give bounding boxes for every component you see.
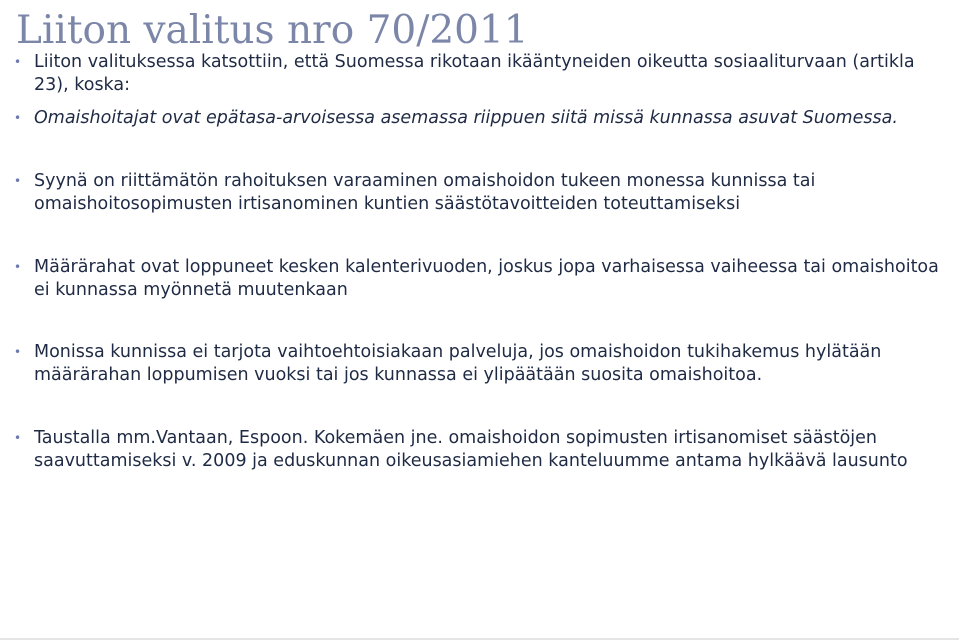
bullet-dot-icon: • <box>14 345 22 359</box>
bullet-item <box>14 256 944 302</box>
slide-title: Liiton valitus nro 70/2011 <box>16 8 529 53</box>
bullet-text: Määrärahat ovat loppuneet kesken kalenterivuoden, joskus jopa varhaisessa vaiheessa tai omaishoitoa ei kunnassa myönnetä muutenkaan <box>34 257 939 300</box>
bullet-dot-icon: • <box>14 55 22 69</box>
bullet-dot-icon: • <box>14 260 22 274</box>
bullet-item <box>14 107 944 130</box>
bullet-text: Syynä on riittämätön rahoituksen varaaminen omaishoidon tukeen monessa kunnissa tai omaishoitosopimusten irtisanominen kuntien säästötavoitteiden toteuttamiseksi <box>34 171 816 214</box>
bullet-item <box>14 427 944 473</box>
bullet-dot-icon: • <box>14 431 22 445</box>
bullet-text: Monissa kunnissa ei tarjota vaihtoehtoisiakaan palveluja, jos omaishoidon tukihakemus hylätään määrärahan loppumisen vuoksi tai jos kunnassa ei ylipäätään suosita omaishoitoa. <box>34 342 882 385</box>
bullet-dot-icon: • <box>14 111 22 125</box>
bullet-text: Omaishoitajat ovat epätasa-arvoisessa asemassa riippuen siitä missä kunnassa asuvat Suomessa. <box>34 108 898 128</box>
bullet-item <box>14 170 944 216</box>
bullet-dot-icon: • <box>14 174 22 188</box>
bullet-text: Taustalla mm.Vantaan, Espoon. Kokemäen jne. omaishoidon sopimusten irtisanomiset säästöjen saavuttamiseksi v. 2009 ja eduskunnan oikeusasiamiehen kanteluumme antama hylkäävä lausunto <box>34 428 908 471</box>
bullet-text: Liiton valituksessa katsottiin, että Suomessa rikotaan ikääntyneiden oikeutta sosiaaliturvaan (artikla 23), koska: <box>34 52 915 95</box>
bullet-item <box>14 51 944 97</box>
bullet-item <box>14 341 944 387</box>
